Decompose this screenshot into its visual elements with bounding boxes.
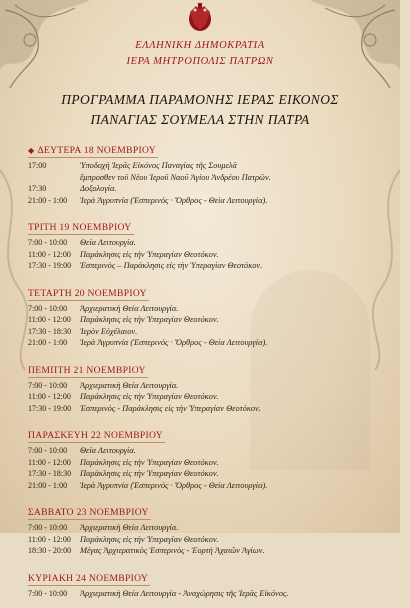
schedule-day: [28, 500, 378, 557]
row-time: 17:30 - 19:00: [28, 261, 72, 270]
row-description: Παράκλησις εἰς τὴν Ὑπεραγίαν Θεοτόκον.: [80, 392, 219, 401]
schedule-row: [28, 403, 378, 415]
row-description: Δοξολογία.: [80, 184, 117, 193]
row-time: 11:00 - 12:00: [28, 315, 71, 324]
row-time: 7:00 - 10:00: [28, 303, 68, 313]
row-time: 18:30 - 20:00: [28, 546, 72, 555]
schedule-row: [28, 160, 378, 183]
row-time: 21:00 - 1:00: [28, 195, 68, 205]
row-time: 17:30 - 18:30: [28, 469, 72, 478]
row-time: 17:30 - 18:30: [28, 326, 72, 336]
row-time: 21:00 - 1:00: [28, 480, 68, 490]
schedule-row: [28, 468, 378, 480]
row-description: Ὑποδοχὴ Ἱερᾶς Εἰκόνος Παναγίας τῆς Σουμελᾶ ἔμπροσθεν τοῦ Νέου Ἱεροῦ Ναοῦ Ἁγίου Ἀνδρέου Πατρῶν.: [80, 161, 271, 182]
state-name: ΕΛΛΗΝΙΚΗ ΔΗΜΟΚΡΑΤΙΑ: [135, 40, 265, 51]
schedule-row: [28, 326, 378, 338]
header: [0, 38, 400, 70]
row-description: Θεία Λειτουργία.: [80, 238, 136, 247]
day-title-text: ΔΕΥΤΕΡΑ 18 ΝΟΕΜΒΡΙΟΥ: [37, 145, 156, 156]
row-time: 11:00 - 12:00: [28, 249, 71, 259]
row-description: Θεία Λειτουργία.: [80, 446, 136, 455]
schedule-row: [28, 534, 378, 546]
row-time: 7:00 - 10:00: [28, 380, 68, 390]
day-title: [28, 145, 158, 158]
day-title-text: ΠΑΡΑΣΚΕΥΗ 22 ΝΟΕΜΒΡΙΟΥ: [28, 430, 164, 441]
schedule-row: [28, 260, 378, 272]
schedule-row: [28, 303, 378, 315]
schedule-row: [28, 249, 378, 261]
row-description: Ἱερὰ Ἀγρυπνία (Ἑσπερινός · Ὄρθρος - Θεία Λειτουργία).: [80, 480, 268, 490]
schedule-row: [28, 380, 378, 392]
row-time: 11:00 - 12:00: [28, 392, 71, 401]
day-title: [28, 430, 165, 443]
row-description: Ἱερὰ Ἀγρυπνία (Ἑσπερινός · Ὄρθρος - Θεία Λειτουργία).: [80, 338, 268, 347]
row-description: Παράκλησις εἰς τὴν Ὑπεραγίαν Θεοτόκον.: [80, 457, 219, 467]
row-time: 21:00 - 1:00: [28, 338, 68, 347]
schedule-row: [28, 588, 378, 600]
schedule-row: [28, 480, 378, 492]
row-description: Ἱερὰ Ἀγρυπνία (Ἑσπερινός · Ὄρθρος - Θεία Λειτουργία).: [80, 195, 268, 205]
schedule-day: [28, 138, 378, 206]
row-description: Ἑσπερινὸς - Παράκλησις εἰς τὴν Ὑπεραγίαν Θεοτόκον.: [80, 403, 261, 413]
day-title: [28, 288, 149, 301]
day-title-text: ΤΕΤΑΡΤΗ 20 ΝΟΕΜΒΡΙΟΥ: [28, 287, 147, 299]
double-headed-eagle-icon: [187, 2, 213, 34]
schedule-row: [28, 237, 378, 249]
row-description: Ἑσπερινὸς – Παράκλησις εἰς τὴν Ὑπεραγίαν Θεοτόκον.: [80, 261, 263, 270]
day-title: [28, 507, 151, 520]
row-time: 7:00 - 10:00: [28, 446, 68, 455]
row-description: Παράκλησις εἰς τὴν Ὑπεραγίαν Θεοτόκον.: [80, 469, 219, 478]
metropolis-name: ΙΕΡΑ ΜΗΤΡΟΠΟΛΙΣ ΠΑΤΡΩΝ: [126, 56, 274, 67]
row-time: 17:30: [28, 184, 47, 193]
row-description: Ἀρχιερατικὴ Θεία Λειτουργία.: [80, 523, 179, 532]
day-title: [28, 365, 148, 378]
day-title: [28, 573, 150, 586]
row-description: Ἀρχιερατικὴ Θεία Λειτουργία - Ἀναχώρησις τῆς Ἱερᾶς Εἰκόνος.: [80, 588, 289, 598]
schedule-row: [28, 183, 378, 195]
row-time: 7:00 - 10:00: [28, 238, 68, 247]
schedule-row: [28, 445, 378, 457]
row-description: Ἀρχιερατικὴ Θεία Λειτουργία.: [80, 303, 179, 313]
row-time: 7:00 - 10:00: [28, 523, 68, 532]
row-description: Ἱερὸν Εὐχέλαιον.: [80, 326, 138, 336]
row-time: 17:30 - 19:00: [28, 403, 72, 413]
day-title-text: ΤΡΙΤΗ 19 ΝΟΕΜΒΡΙΟΥ: [28, 222, 132, 233]
row-description: Ἀρχιερατικὴ Θεία Λειτουργία.: [80, 380, 179, 390]
schedule-day: [28, 358, 378, 415]
schedule-row: [28, 545, 378, 557]
diamond-bullet-icon: ◆: [28, 146, 35, 155]
day-title-text: ΠΕΜΠΤΗ 21 ΝΟΕΜΒΡΙΟΥ: [28, 364, 146, 376]
row-description: Παράκλησις εἰς τὴν Ὑπεραγίαν Θεοτόκον.: [80, 249, 219, 259]
day-title-text: ΣΑΒΒΑΤΟ 23 ΝΟΕΜΒΡΙΟΥ: [28, 507, 149, 518]
row-time: 11:00 - 12:00: [28, 534, 71, 544]
schedule-day: [28, 281, 378, 349]
row-description: Παράκλησις εἰς τὴν Ὑπεραγίαν Θεοτόκον.: [80, 534, 219, 544]
schedule-row: [28, 195, 378, 207]
day-title: [28, 222, 134, 235]
row-time: 7:00 - 10:00: [28, 588, 68, 598]
schedule-row: [28, 337, 378, 349]
schedule-row: [28, 314, 378, 326]
day-title-text: ΚΥΡΙΑΚΗ 24 ΝΟΕΜΒΡΙΟΥ: [28, 572, 149, 584]
row-description: Μέγας Ἀρχιερατικὸς Ἑσπερινὸς - Ἑορτὴ Ἀχαιῶν Ἁγίων.: [80, 546, 265, 555]
schedule-day: [28, 423, 378, 491]
schedule-day: [28, 215, 378, 272]
schedule-row: [28, 391, 378, 403]
row-time: 17:00: [28, 161, 47, 170]
row-description: Παράκλησις εἰς τὴν Ὑπεραγίαν Θεοτόκον.: [80, 315, 219, 324]
schedule: [28, 138, 378, 608]
schedule-row: [28, 457, 378, 469]
title-line-2: ΠΑΝΑΓΙΑΣ ΣΟΥΜΕΛΑ ΣΤΗΝ ΠΑΤΡΑ: [90, 112, 310, 127]
schedule-day: [28, 566, 378, 600]
title-line-1: ΠΡΟΓΡΑΜΜΑ ΠΑΡΑΜΟΝΗΣ ΙΕΡΑΣ ΕΙΚΟΝΟΣ: [61, 92, 339, 107]
schedule-row: [28, 522, 378, 534]
program-title: [0, 90, 400, 130]
row-time: 11:00 - 12:00: [28, 457, 71, 467]
